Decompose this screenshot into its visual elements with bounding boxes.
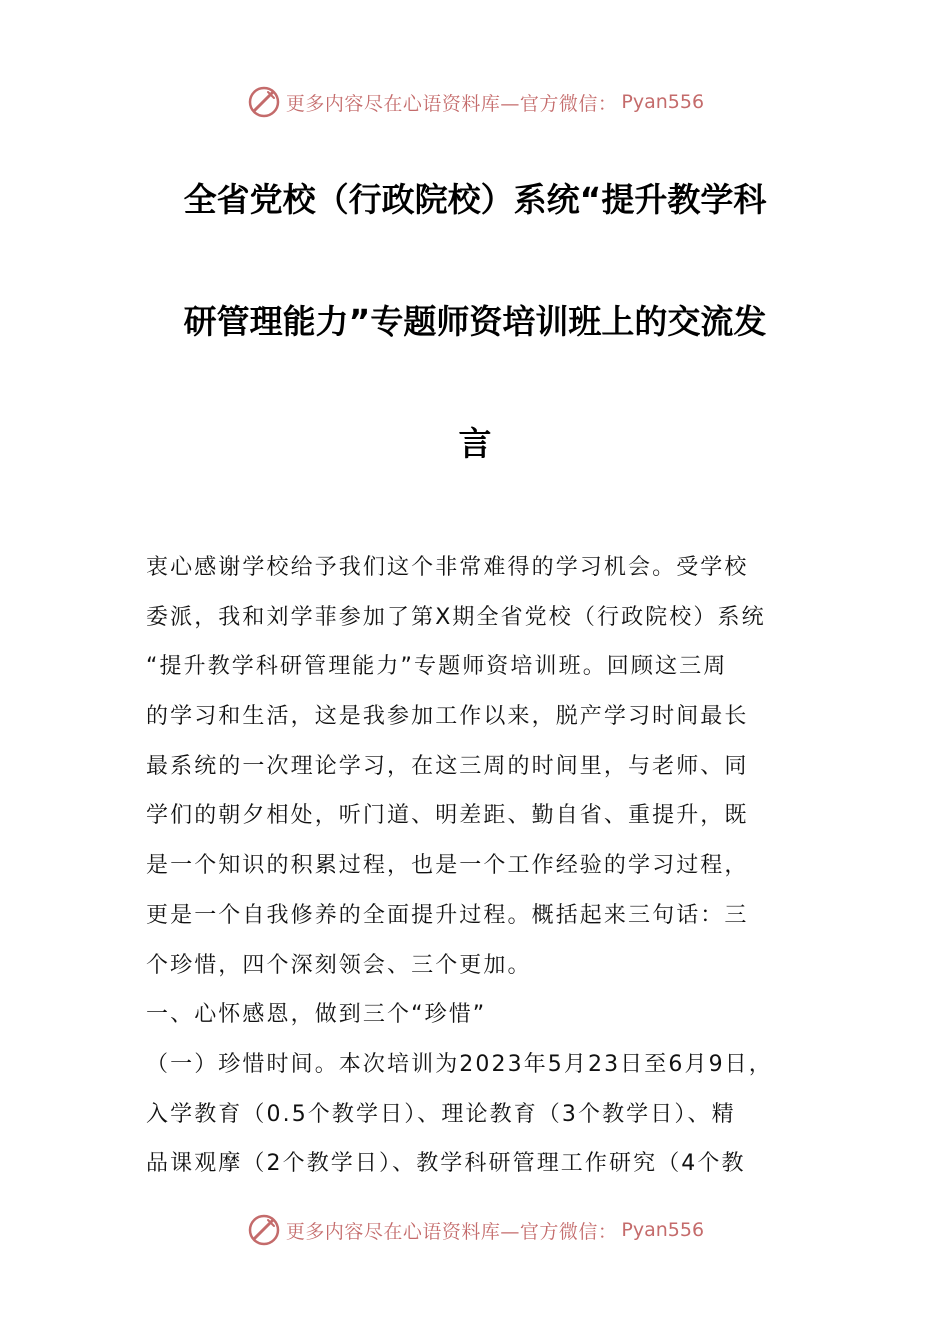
watermark-text: 更多内容尽在心语资料库—官方微信： (285, 1220, 618, 1243)
title-line: 研管理能力”专题师资培训班上的交流发 (183, 302, 767, 341)
section-heading: 一、心怀感恩，做到三个“珍惜” (146, 1002, 487, 1028)
title-line: 言 (458, 424, 492, 463)
watermark-top (0, 82, 950, 122)
body-line: （一）珍惜时间。本次培训为2023年5月23日至6月9日， (146, 1051, 773, 1077)
body-line: 学们的朝夕相处，听门道、明差距、勤自省、重提升，既 (146, 803, 749, 829)
document-body (146, 548, 810, 1194)
body-line: “提升教学科研管理能力”专题师资培训班。回顾这三周 (146, 654, 728, 680)
body-line: 最系统的一次理论学习，在这三周的时间里，与老师、同 (146, 753, 749, 779)
document-title (0, 160, 950, 526)
body-line: 衷心感谢学校给予我们这个非常难得的学习机会。受学校 (146, 555, 749, 580)
pen-circle-icon (246, 1212, 282, 1248)
body-line: 的学习和生活，这是我参加工作以来，脱产学习时间最长 (146, 704, 749, 730)
body-line: 品课观摩（2个教学日）、教学科研管理工作研究（4个教 (146, 1151, 746, 1177)
watermark-wechat-id: Pyan556 (621, 1219, 705, 1241)
body-line: 是一个知识的积累过程，也是一个工作经验的学习过程， (146, 853, 749, 879)
pen-circle-icon (246, 84, 282, 120)
watermark-wechat-id: Pyan556 (621, 91, 705, 113)
body-line: 入学教育（0.5个教学日）、理论教育（3个教学日）、精 (146, 1101, 736, 1127)
body-line: 个珍惜，四个深刻领会、三个更加。 (146, 952, 532, 978)
body-line: 委派，我和刘学菲参加了第X期全省党校（行政院校）系统 (146, 604, 766, 630)
body-line: 更是一个自我修养的全面提升过程。概括起来三句话：三 (146, 902, 749, 928)
title-line: 全省党校（行政院校）系统“提升教学科 (183, 180, 767, 219)
watermark-text: 更多内容尽在心语资料库—官方微信： (285, 92, 618, 115)
watermark-bottom (0, 1210, 950, 1250)
